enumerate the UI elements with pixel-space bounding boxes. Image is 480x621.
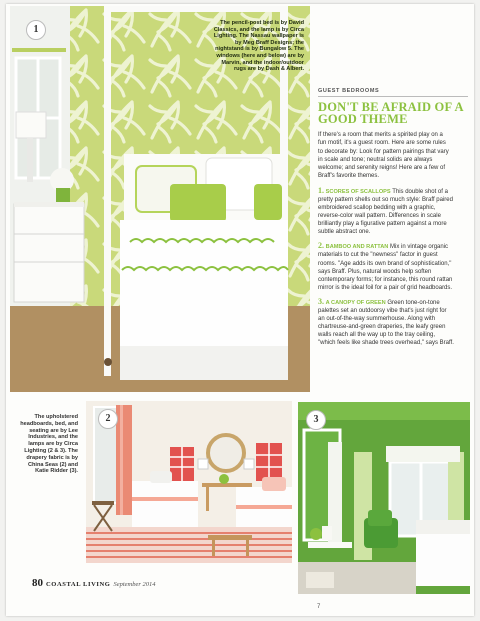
article-intro: If there's a room that merits a spirited play on a fun motif, it's a guest room. Here are some rules to decorate by: Look for pattern pairings that vary in scale and tone; neutral solids are always welcome; and serenity reigns! Here are a few of Braff's favorite themes.: [318, 132, 449, 180]
photo-guest-bedroom-2: [86, 401, 292, 563]
photo-3-illustration: [298, 402, 470, 594]
theme-item-label: A CANOPY OF GREEN: [325, 299, 386, 306]
photo-guest-bedroom-3: [298, 402, 470, 594]
theme-item-label: BAMBOO AND RATTAN: [325, 244, 389, 251]
photo-2-illustration: [86, 401, 292, 563]
theme-item-number: 1.: [318, 185, 324, 195]
theme-item-3: [318, 298, 454, 348]
theme-item-number: 2.: [318, 241, 324, 251]
section-divider: [318, 96, 468, 97]
theme-item-text: Mix in vintage organic materials to cut the "newness" factor in guest rooms. "Age adds its own brand of sophistication," says Braff. Plus, natural woods help soften contemporary forms; for instance, this round rattan mirror is the ideal foil for a pair of grid headboards.: [318, 244, 453, 291]
theme-item-number: 3.: [318, 296, 324, 306]
magazine-name: COASTAL LIVING: [46, 581, 111, 588]
photo-number-badge-2: 2: [98, 409, 118, 429]
section-kicker: GUEST BEDROOMS: [318, 88, 380, 94]
photo-number-badge-3: 3: [306, 410, 326, 430]
article-column: [318, 88, 470, 347]
photo-guest-bedroom-1: [10, 6, 310, 392]
theme-item-text: Green tone-on-tone palettes set an outdoorsy vibe that's just right for an out-of-the-way summerhouse. Along with chartreuse-and-green draperies, the leafy green walls reach all the way up to the tray ceiling, "which feels like shade trees overhead," says Braff.: [318, 299, 454, 347]
page-number: 80: [32, 577, 43, 589]
photo-number-badge-1: 1: [26, 20, 46, 40]
photo-1-caption: The pencil-post bed is by David Classics, and the lamp is by Circa Lighting. The Nassau wallpaper is by Meg Braff Designs; the nightstand is by Bungalow 5. The windows (here and below) are by Marvin, and the indoor/outdoor rugs are by Dash & Albert.: [213, 20, 304, 73]
photos-2-3-caption: The upholstered headboards, bed, and seating are by Lee Industries, and the lamps are by Circa Lighting (2 & 3). The drapery fabric is by China Seas (2) and Katie Ridder (3).: [20, 414, 78, 475]
magazine-page: [6, 4, 474, 616]
page-footer: [32, 573, 156, 591]
article-headline: DON'T BE AFRAID OF A GOOD THEME: [318, 100, 463, 126]
issue-date: September 2014: [113, 581, 156, 588]
theme-item-2: [318, 242, 454, 292]
theme-item-text: This double shot of a pretty pattern shells out so much style: Braff paired embroidered scallop bedding with a graphic, reverse-color wall pattern. Differences in scale brilliantly play a figurative pattern against a more subtle abstract one.: [318, 188, 453, 236]
theme-item-1: [318, 187, 454, 237]
theme-item-label: SCORES OF SCALLOPS: [325, 188, 391, 195]
page-mark: 7: [317, 604, 321, 610]
